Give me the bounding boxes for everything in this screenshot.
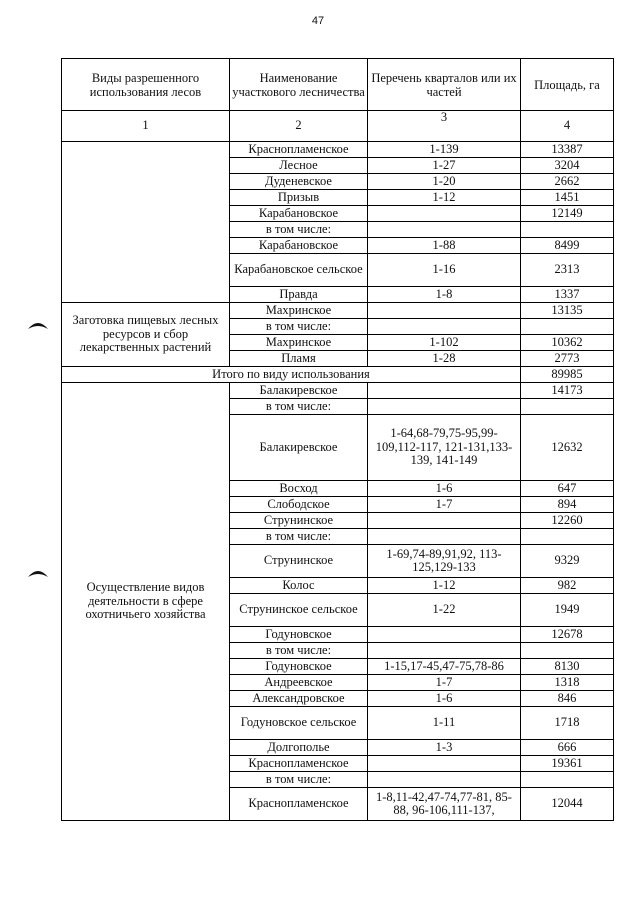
forestry-name-cell: Слободское — [230, 497, 368, 513]
quarters-cell: 1-88 — [368, 238, 521, 254]
forestry-name-cell: Струнинское сельское — [230, 594, 368, 627]
area-cell: 8499 — [521, 238, 614, 254]
quarters-cell — [368, 303, 521, 319]
area-cell: 12044 — [521, 788, 614, 821]
area-cell: 666 — [521, 740, 614, 756]
total-label: Итого по виду использования — [62, 367, 521, 383]
quarters-cell: 1-20 — [368, 174, 521, 190]
area-cell: 12149 — [521, 206, 614, 222]
forestry-name-cell: Балакиревское — [230, 415, 368, 481]
quarters-cell: 1-6 — [368, 691, 521, 707]
area-cell: 12678 — [521, 627, 614, 643]
area-cell: 2313 — [521, 254, 614, 287]
use-type-cell-unlabeled — [62, 142, 230, 303]
total-area: 89985 — [521, 367, 614, 383]
forestry-name-cell: Краснопламенское — [230, 788, 368, 821]
area-cell: 12260 — [521, 513, 614, 529]
quarters-cell: 1-64,68-79,75-95,99-109,112-117, 121-131,133-139, 141-149 — [368, 415, 521, 481]
forestry-name-cell: Краснопламенское — [230, 142, 368, 158]
header-row — [62, 59, 614, 111]
area-cell — [521, 529, 614, 545]
forestry-name-cell: в том числе: — [230, 399, 368, 415]
quarters-cell: 1-15,17-45,47-75,78-86 — [368, 659, 521, 675]
area-cell: 2662 — [521, 174, 614, 190]
quarters-cell: 1-28 — [368, 351, 521, 367]
area-cell: 2773 — [521, 351, 614, 367]
column-number-2: 2 — [230, 111, 368, 142]
quarters-cell: 1-12 — [368, 190, 521, 206]
quarters-cell: 1-7 — [368, 675, 521, 691]
quarters-cell — [368, 643, 521, 659]
area-cell: 3204 — [521, 158, 614, 174]
quarters-cell — [368, 319, 521, 335]
forestry-name-cell: Годуновское сельское — [230, 707, 368, 740]
area-cell — [521, 772, 614, 788]
forestry-name-cell: Махринское — [230, 303, 368, 319]
quarters-cell — [368, 756, 521, 772]
area-cell: 1318 — [521, 675, 614, 691]
quarters-cell — [368, 513, 521, 529]
forestry-name-cell: в том числе: — [230, 319, 368, 335]
forestry-name-cell: Карабановское — [230, 206, 368, 222]
area-cell: 19361 — [521, 756, 614, 772]
forestry-name-cell: Андреевское — [230, 675, 368, 691]
area-cell: 13135 — [521, 303, 614, 319]
forestry-name-cell: Карабановское сельское — [230, 254, 368, 287]
quarters-cell — [368, 383, 521, 399]
area-cell: 1718 — [521, 707, 614, 740]
header-use-type: Виды разрешенного использования лесов — [62, 59, 230, 111]
header-area: Площадь, га — [521, 59, 614, 111]
quarters-cell — [368, 529, 521, 545]
quarters-cell — [368, 222, 521, 238]
quarters-cell: 1-8,11-42,47-74,77-81, 85-88, 96-106,111-137, — [368, 788, 521, 821]
forestry-name-cell: Струнинское — [230, 545, 368, 578]
column-number-4: 4 — [521, 111, 614, 142]
area-cell: 1949 — [521, 594, 614, 627]
forestry-name-cell: в том числе: — [230, 222, 368, 238]
area-cell: 894 — [521, 497, 614, 513]
area-cell: 8130 — [521, 659, 614, 675]
forestry-name-cell: в том числе: — [230, 529, 368, 545]
punch-hole-mark-icon — [27, 319, 49, 331]
area-cell: 14173 — [521, 383, 614, 399]
forestry-name-cell: в том числе: — [230, 772, 368, 788]
quarters-cell: 1-22 — [368, 594, 521, 627]
area-cell: 647 — [521, 481, 614, 497]
quarters-cell — [368, 206, 521, 222]
quarters-cell: 1-3 — [368, 740, 521, 756]
quarters-cell — [368, 772, 521, 788]
table-row — [62, 142, 614, 158]
forestry-name-cell: Годуновское — [230, 627, 368, 643]
quarters-cell — [368, 627, 521, 643]
forestry-name-cell: Призыв — [230, 190, 368, 206]
area-cell: 1451 — [521, 190, 614, 206]
area-cell: 982 — [521, 578, 614, 594]
forest-use-table — [61, 58, 614, 821]
forestry-name-cell: Колос — [230, 578, 368, 594]
quarters-cell: 1-102 — [368, 335, 521, 351]
area-cell: 10362 — [521, 335, 614, 351]
area-cell: 1337 — [521, 287, 614, 303]
area-cell: 9329 — [521, 545, 614, 578]
punch-hole-mark-icon — [27, 567, 49, 579]
area-cell: 12632 — [521, 415, 614, 481]
use-type-hunting: Осуществление видов деятельности в сфере охотничьего хозяйства — [62, 383, 230, 821]
quarters-cell: 1-7 — [368, 497, 521, 513]
forestry-name-cell: Струнинское — [230, 513, 368, 529]
area-cell: 846 — [521, 691, 614, 707]
quarters-cell: 1-16 — [368, 254, 521, 287]
forestry-name-cell: Балакиревское — [230, 383, 368, 399]
quarters-cell: 1-69,74-89,91,92, 113-125,129-133 — [368, 545, 521, 578]
forestry-name-cell: Годуновское — [230, 659, 368, 675]
forestry-name-cell: Александровское — [230, 691, 368, 707]
forestry-name-cell: Карабановское — [230, 238, 368, 254]
forestry-name-cell: в том числе: — [230, 643, 368, 659]
forestry-name-cell: Дуденевское — [230, 174, 368, 190]
column-number-row — [62, 111, 614, 142]
column-number-1: 1 — [62, 111, 230, 142]
forestry-name-cell: Лесное — [230, 158, 368, 174]
forestry-name-cell: Восход — [230, 481, 368, 497]
area-cell: 13387 — [521, 142, 614, 158]
header-forestry-name: Наименование участкового лесничества — [230, 59, 368, 111]
table-row — [62, 383, 614, 399]
area-cell — [521, 643, 614, 659]
quarters-cell: 1-6 — [368, 481, 521, 497]
forestry-name-cell: Краснопламенское — [230, 756, 368, 772]
forestry-name-cell: Махринское — [230, 335, 368, 351]
quarters-cell — [368, 399, 521, 415]
quarters-cell: 1-139 — [368, 142, 521, 158]
quarters-cell: 1-11 — [368, 707, 521, 740]
area-cell — [521, 399, 614, 415]
page-number: 47 — [311, 15, 325, 27]
header-quarters: Перечень кварталов или их частей — [368, 59, 521, 111]
total-row — [62, 367, 614, 383]
forestry-name-cell: Правда — [230, 287, 368, 303]
area-cell — [521, 319, 614, 335]
table-row — [62, 303, 614, 319]
quarters-cell: 1-27 — [368, 158, 521, 174]
forestry-name-cell: Пламя — [230, 351, 368, 367]
forestry-name-cell: Долгополье — [230, 740, 368, 756]
quarters-cell: 1-8 — [368, 287, 521, 303]
quarters-cell: 1-12 — [368, 578, 521, 594]
column-number-3: 3 — [368, 111, 521, 142]
use-type-food-resources: Заготовка пищевых лесных ресурсов и сбор лекарственных растений — [62, 303, 230, 367]
area-cell — [521, 222, 614, 238]
